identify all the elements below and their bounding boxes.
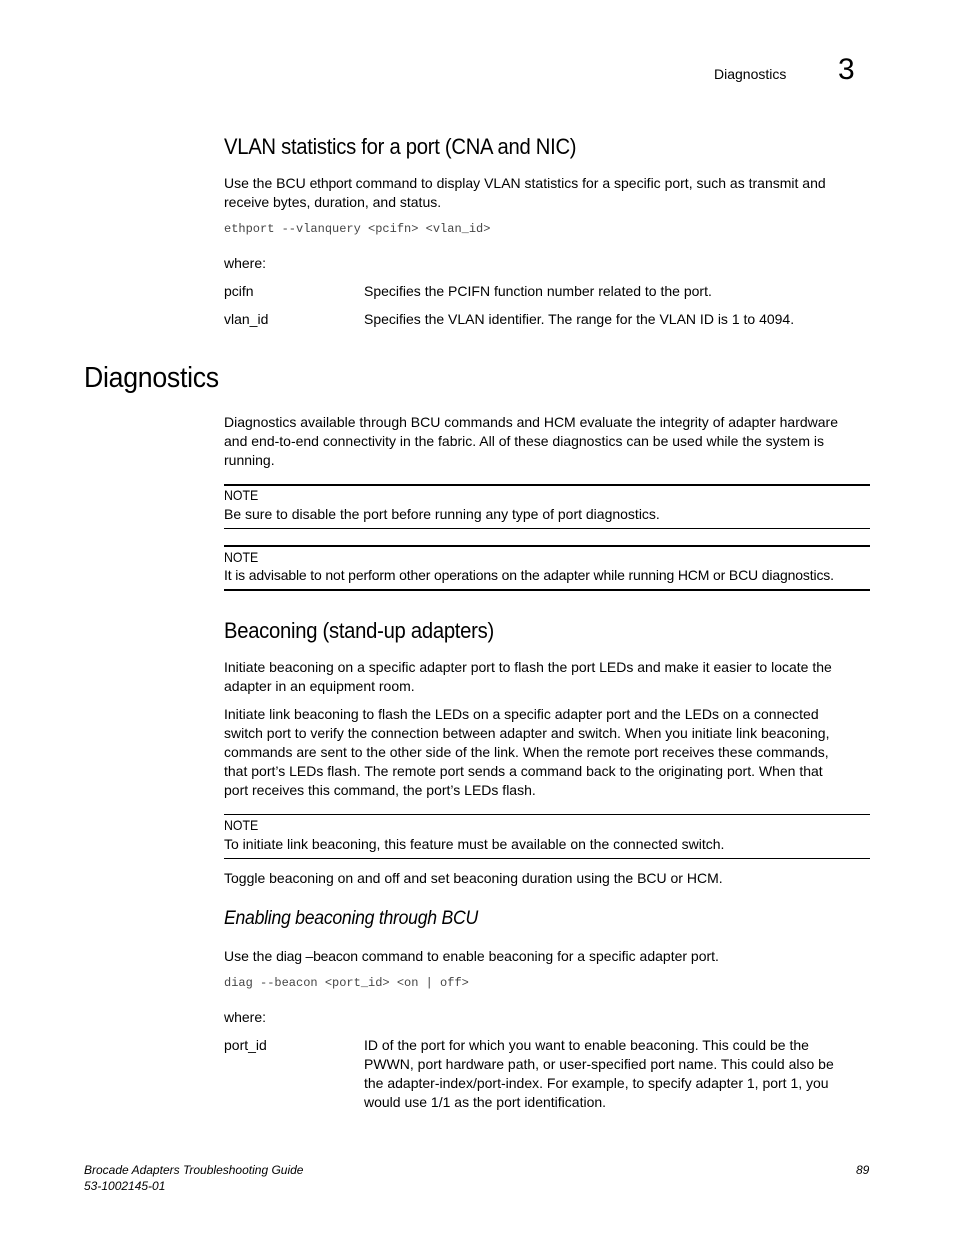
note1-top-rule (224, 484, 870, 486)
enabling-intro (224, 947, 719, 966)
running-header-label: Diagnostics (714, 66, 787, 82)
note3-label: NOTE (224, 817, 259, 833)
beaconing-para1 (224, 658, 874, 696)
beaconing-para2-line: Initiate link beaconing to flash the LEDs on a specific adapter port and the LEDs on a connected (224, 706, 819, 722)
param-desc-line: ID of the port for which you want to enable beaconing. This could be the (364, 1037, 809, 1053)
diagnostics-intro-line: and end-to-end connectivity in the fabric. All of these diagnostics can be used while the system is (224, 433, 825, 449)
diagnostics-title: Diagnostics (84, 362, 219, 394)
beaconing-para2-line: port receives this command, the port’s LEDs flash. (224, 782, 536, 798)
diagnostics-intro (224, 413, 874, 470)
note1-bottom-rule (224, 528, 870, 529)
diagnostics-intro-line: Diagnostics available through BCU commands and HCM evaluate the integrity of adapter hardware (224, 414, 838, 430)
enabling-intro-command: diag –beacon (276, 948, 358, 964)
vlan-intro-command: ethport (309, 175, 352, 191)
footer-doc-title: Brocade Adapters Troubleshooting Guide (84, 1163, 304, 1177)
note2-top-rule (224, 545, 870, 547)
note3-bottom-rule (224, 858, 870, 859)
beaconing-para1-line: Initiate beaconing on a specific adapter port to flash the port LEDs and make it easier to locate the (224, 659, 832, 675)
param-desc-vlan-id: Specifies the VLAN identifier. The range for the VLAN ID is 1 to 4094. (364, 311, 795, 327)
vlan-section-heading: VLAN statistics for a port (CNA and NIC) (224, 134, 577, 159)
param-desc-port-id (364, 1036, 874, 1112)
param-desc-pcifn: Specifies the PCIFN function number related to the port. (364, 283, 712, 299)
note3-text: To initiate link beaconing, this feature must be available on the connected switch. (224, 836, 725, 852)
enabling-heading: Enabling beaconing through BCU (224, 908, 478, 929)
param-desc-line: the adapter-index/port-index. For example, to specify adapter 1, port 1, you (364, 1075, 829, 1091)
toggle-text: Toggle beaconing on and off and set beaconing duration using the BCU or HCM. (224, 870, 723, 886)
beaconing-heading: Beaconing (stand-up adapters) (224, 618, 494, 643)
diagnostics-intro-line: running. (224, 452, 275, 468)
note2-text: It is advisable to not perform other operations on the adapter while running HCM or BCU diagnostics. (224, 567, 834, 583)
enabling-syntax: diag --beacon <port_id> <on | off> (224, 976, 469, 990)
enabling-where-label: where: (224, 1009, 267, 1025)
param-name-port-id: port_id (224, 1037, 267, 1053)
vlan-intro (224, 174, 874, 212)
vlan-syntax: ethport --vlanquery <pcifn> <vlan_id> (224, 222, 491, 236)
vlan-where-label: where: (224, 255, 267, 271)
footer-page-number: 89 (856, 1163, 870, 1177)
param-name-vlan-id: vlan_id (224, 311, 269, 327)
beaconing-para2-line: that port’s LEDs flash. The remote port sends a command back to the originating port. When that (224, 763, 823, 779)
vlan-intro-line2: receive bytes, duration, and status. (224, 194, 442, 210)
chapter-number: 3 (838, 53, 855, 86)
beaconing-para2 (224, 705, 874, 800)
beaconing-para2-line: commands are sent to the other side of the link. When the remote port receives these commands, (224, 744, 829, 760)
beaconing-para2-line: switch port to verify the connection between adapter and switch. When you initiate link beaconing, (224, 725, 830, 741)
param-name-pcifn: pcifn (224, 283, 254, 299)
note1-text: Be sure to disable the port before running any type of port diagnostics. (224, 506, 660, 522)
param-desc-line: PWWN, port hardware path, or user-specified port name. This could also be (364, 1056, 834, 1072)
vlan-intro-after: command to display VLAN statistics for a specific port, such as transmit and (351, 175, 826, 191)
enabling-intro-after: command to enable beaconing for a specific adapter port. (357, 948, 719, 964)
enabling-intro-before: Use the (224, 948, 277, 964)
note3-top-rule (224, 814, 870, 815)
note2-bottom-rule (224, 589, 870, 591)
footer-doc-number: 53-1002145-01 (84, 1179, 166, 1193)
param-desc-line: would use 1/1 as the port identification. (364, 1094, 607, 1110)
vlan-intro-before: Use the BCU (224, 175, 310, 191)
beaconing-para1-line: adapter in an equipment room. (224, 678, 415, 694)
footer-doc-info (84, 1162, 303, 1194)
note1-label: NOTE (224, 487, 259, 503)
note2-label: NOTE (224, 549, 259, 565)
